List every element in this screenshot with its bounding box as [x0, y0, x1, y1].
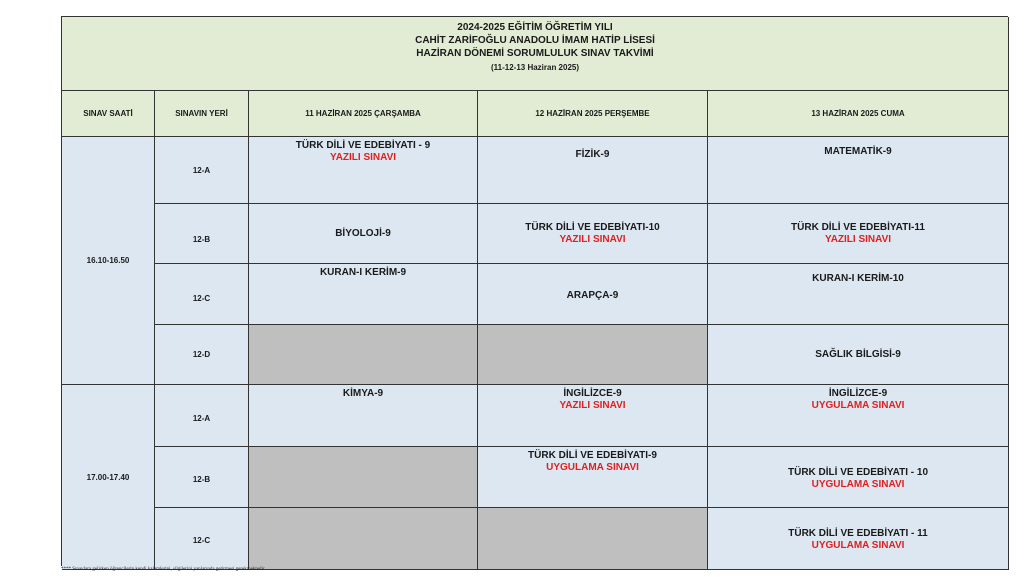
column-header-time: SINAV SAATİ: [62, 91, 155, 137]
room-label: 12-C: [155, 508, 249, 570]
exam-cell: [478, 264, 708, 325]
exam-schedule-table: [61, 16, 1008, 566]
room-label: 12-A: [155, 385, 249, 447]
title-line-1: 2024-2025 EĞİTİM ÖĞRETİM YILI: [457, 22, 613, 33]
exam-subject: İNGİLİZCE-9: [828, 388, 888, 399]
exam-subject: FİZİK-9: [575, 149, 610, 160]
session-time-1: 16.10-16.50: [62, 137, 155, 385]
title-line-3: HAZİRAN DÖNEMİ SORUMLULUK SINAV TAKVİMİ: [416, 48, 654, 59]
exam-subject: TÜRK DİLİ VE EDEBİYATI - 9: [295, 140, 431, 151]
exam-type: UYGULAMA SINAVI: [546, 462, 639, 473]
exam-subject: ARAPÇA-9: [566, 290, 619, 301]
empty-slot: [478, 508, 708, 570]
exam-type: YAZILI SINAVI: [329, 152, 397, 163]
empty-slot: [249, 325, 478, 385]
column-header-day3: 13 HAZİRAN 2025 CUMA: [708, 91, 1009, 137]
exam-cell: [708, 204, 1009, 264]
title-date-range: (11-12-13 Haziran 2025): [490, 63, 580, 72]
exam-type: YAZILI SINAVI: [559, 233, 626, 245]
room-label: 12-C: [155, 264, 249, 325]
empty-slot: [249, 508, 478, 570]
exam-subject: KURAN-I KERİM-10: [812, 273, 904, 284]
exam-type: UYGULAMA SINAVI: [811, 479, 905, 490]
exam-subject: İNGİLİZCE-9: [563, 388, 622, 399]
exam-cell: [708, 385, 1009, 447]
exam-cell: [708, 447, 1009, 508]
column-header-place: SINAVIN YERİ: [155, 91, 249, 137]
table-title-block: [62, 17, 1009, 91]
exam-subject: TÜRK DİLİ VE EDEBİYATI - 11: [788, 528, 928, 539]
exam-subject: TÜRK DİLİ VE EDEBİYATI-9: [528, 450, 657, 461]
exam-type: UYGULAMA SINAVI: [811, 540, 905, 551]
exam-cell: [708, 325, 1009, 385]
exam-cell: [478, 137, 708, 204]
exam-subject: TÜRK DİLİ VE EDEBİYATI-10: [525, 221, 660, 233]
exam-cell: [478, 447, 708, 508]
room-label: 12-B: [155, 447, 249, 508]
column-header-day1: 11 HAZİRAN 2025 ÇARŞAMBA: [249, 91, 478, 137]
exam-subject: TÜRK DİLİ VE EDEBİYATI-11: [791, 221, 925, 233]
room-label: 12-D: [155, 325, 249, 385]
footnote: **** Sınavlara gelirken öğrencilerin kendi kalemlerini, silgilerini yanlarında getirmesi gerekmektedir.: [61, 567, 266, 572]
exam-subject: TÜRK DİLİ VE EDEBİYATI - 10: [787, 467, 929, 478]
exam-cell: [249, 137, 478, 204]
title-line-2: CAHİT ZARİFOĞLU ANADOLU İMAM HATİP LİSESİ: [415, 35, 655, 46]
exam-cell: [708, 264, 1009, 325]
exam-subject: KİMYA-9: [342, 388, 384, 399]
exam-cell: [249, 385, 478, 447]
exam-subject: BİYOLOJİ-9: [335, 227, 391, 239]
column-header-day2: 12 HAZİRAN 2025 PERŞEMBE: [478, 91, 708, 137]
exam-cell: [708, 137, 1009, 204]
exam-type: YAZILI SINAVI: [824, 233, 892, 245]
exam-cell: [249, 264, 478, 325]
empty-slot: [249, 447, 478, 508]
exam-cell: [708, 508, 1009, 570]
exam-cell: [478, 204, 708, 264]
exam-subject: SAĞLIK BİLGİSİ-9: [815, 348, 901, 360]
exam-subject: MATEMATİK-9: [824, 146, 892, 157]
room-label: 12-B: [155, 204, 249, 264]
exam-type: YAZILI SINAVI: [559, 400, 626, 411]
session-time-2: 17.00-17.40: [62, 385, 155, 570]
exam-type: UYGULAMA SINAVI: [811, 400, 905, 411]
exam-subject: KURAN-I KERİM-9: [319, 267, 407, 278]
exam-cell: [249, 204, 478, 264]
room-label: 12-A: [155, 137, 249, 204]
exam-cell: [478, 385, 708, 447]
empty-slot: [478, 325, 708, 385]
